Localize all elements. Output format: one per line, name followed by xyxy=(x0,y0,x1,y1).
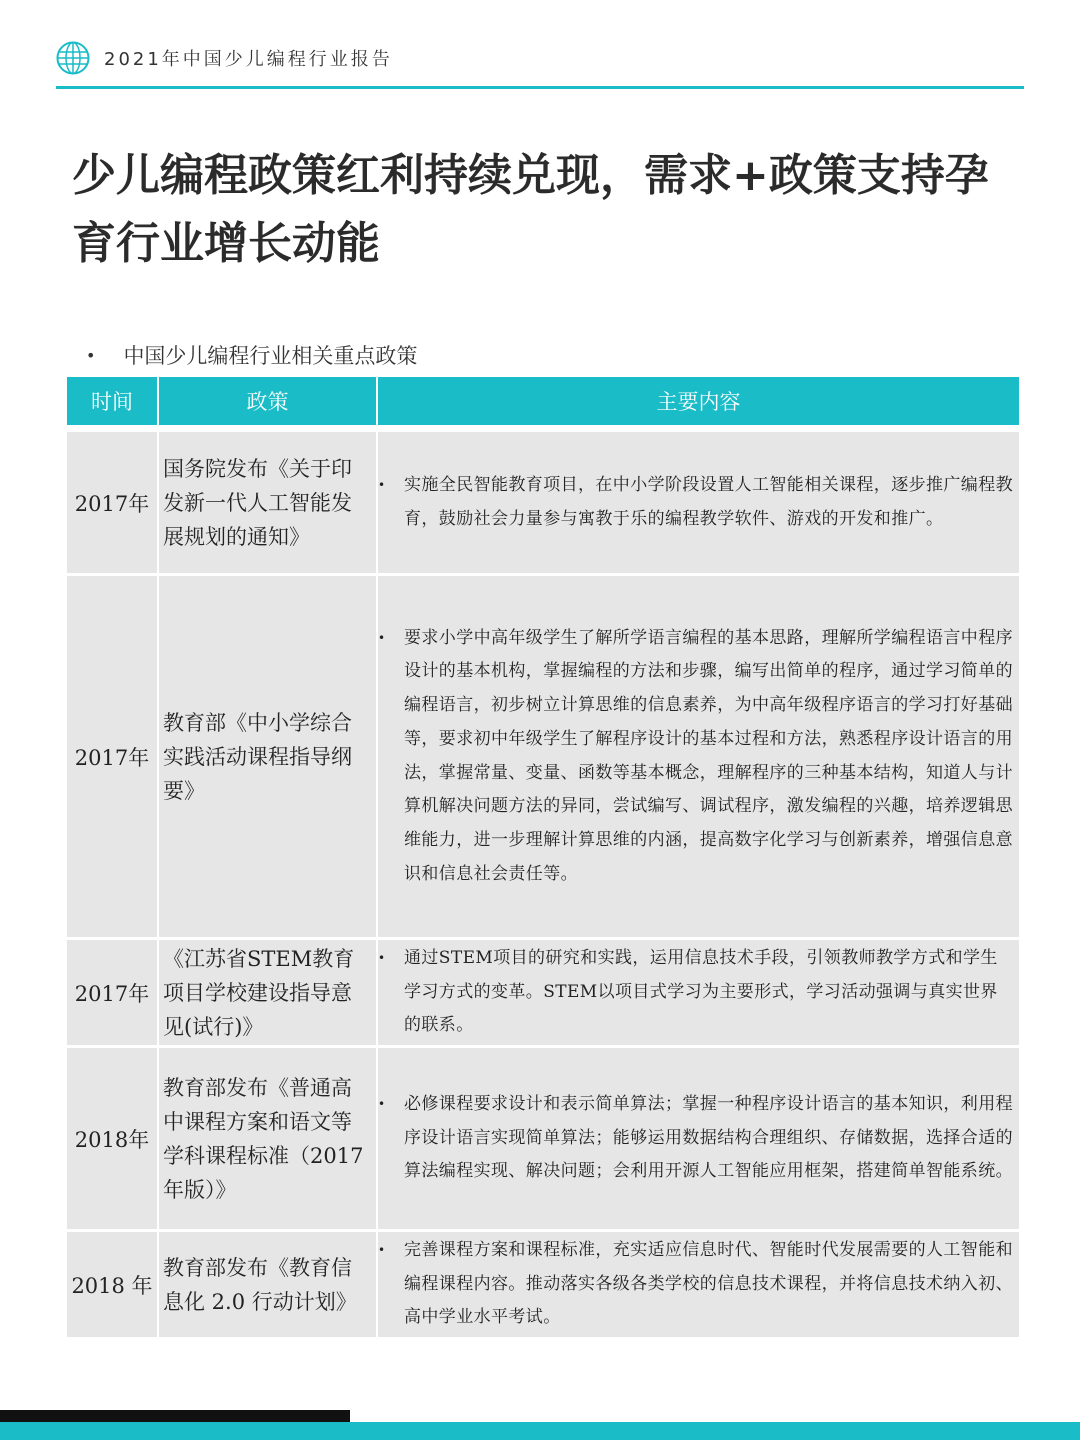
row-year: 2017年 xyxy=(67,939,158,1047)
bullet-dot-icon: • xyxy=(378,1242,386,1257)
page-title: 少儿编程政策红利持续兑现，需求+政策支持孕育行业增长动能 xyxy=(72,150,989,269)
row-year: 2017年 xyxy=(67,431,158,575)
table-header-row xyxy=(67,377,1019,425)
row-policy: 教育部《中小学综合实践活动课程指导纲要》 xyxy=(158,575,377,939)
row-content-text: 通过STEM项目的研究和实践，运用信息技术手段，引领教师教学方式和学生学习方式的变革。STEM以项目式学习为主要形式，学习活动强调与真实世界的联系。 xyxy=(404,947,998,1036)
row-content-text: 要求小学中高年级学生了解所学语言编程的基本思路，理解所学编程语言中程序设计的基本机构，掌握编程的方法和步骤，编写出简单的程序，通过学习简单的编程语言，初步树立计算思维的信息素养，为中高年级程序语言的学习打好基础等，要求初中年级学生了解程序设计的基本过程和方法，熟悉程序设计语言的用法，掌握常量、变量、函数等基本概念，理解程序的三种基本结构，知道人与计算机解决问题方法的异同，尝试编写、调试程序，激发编程的兴趣，培养逻辑思维能力，进一步理解计算思维的内涵，提高数字化学习与创新素养，增强信息意识和信息社会责任等。 xyxy=(404,627,1013,884)
policy-table xyxy=(67,377,1019,1340)
section-heading-text: 中国少儿编程行业相关重点政策 xyxy=(123,344,418,368)
bullet-dot-icon: • xyxy=(378,630,386,645)
row-content-text: 实施全民智能教育项目，在中小学阶段设置人工智能相关课程，逐步推广编程教育，鼓励社会力量参与寓教于乐的编程教学软件、游戏的开发和推广。 xyxy=(404,474,1013,529)
row-content xyxy=(377,1047,1019,1231)
row-year: 2018年 xyxy=(67,1047,158,1231)
row-content xyxy=(377,575,1019,939)
column-header-content: 主要内容 xyxy=(377,377,1019,425)
row-policy: 《江苏省STEM教育项目学校建设指导意见(试行)》 xyxy=(158,939,377,1047)
row-content xyxy=(377,1231,1019,1339)
row-year: 2017年 xyxy=(67,575,158,939)
row-policy: 教育部发布《教育信息化 2.0 行动计划》 xyxy=(158,1231,377,1339)
column-header-policy: 政策 xyxy=(158,377,377,425)
table-row xyxy=(67,431,1019,575)
column-header-time: 时间 xyxy=(67,377,158,425)
bullet-dot-icon: • xyxy=(378,477,386,492)
table-row xyxy=(67,1231,1019,1339)
footer-dark-bar xyxy=(0,1410,350,1422)
row-policy: 教育部发布《普通高中课程方案和语文等学科课程标准（2017 年版）》 xyxy=(158,1047,377,1231)
row-year: 2018 年 xyxy=(67,1231,158,1339)
footer-accent-bar xyxy=(0,1422,1080,1440)
row-content-text: 必修课程要求设计和表示简单算法；掌握一种程序设计语言的基本知识，利用程序设计语言实现简单算法；能够运用数据结构合理组织、存储数据，选择合适的算法编程实现、解决问题；会利用开源人工智能应用框架，搭建简单智能系统。 xyxy=(404,1093,1013,1182)
header-divider xyxy=(56,86,1024,89)
row-content xyxy=(377,939,1019,1047)
report-title: 2021年中国少儿编程行业报告 xyxy=(104,49,393,70)
row-content-text: 完善课程方案和课程标准，充实适应信息时代、智能时代发展需要的人工智能和编程课程内容。推动落实各级各类学校的信息技术课程，并将信息技术纳入初、高中学业水平考试。 xyxy=(404,1239,1013,1328)
section-heading xyxy=(86,340,417,370)
bullet-dot-icon: • xyxy=(86,345,96,365)
row-content xyxy=(377,431,1019,575)
bullet-dot-icon: • xyxy=(378,950,386,965)
table-row xyxy=(67,939,1019,1047)
globe-logo-icon xyxy=(56,41,90,75)
report-header xyxy=(56,38,393,78)
table-row xyxy=(67,575,1019,939)
table-row xyxy=(67,1047,1019,1231)
row-policy: 国务院发布《关于印发新一代人工智能发展规划的通知》 xyxy=(158,431,377,575)
bullet-dot-icon: • xyxy=(378,1096,386,1111)
